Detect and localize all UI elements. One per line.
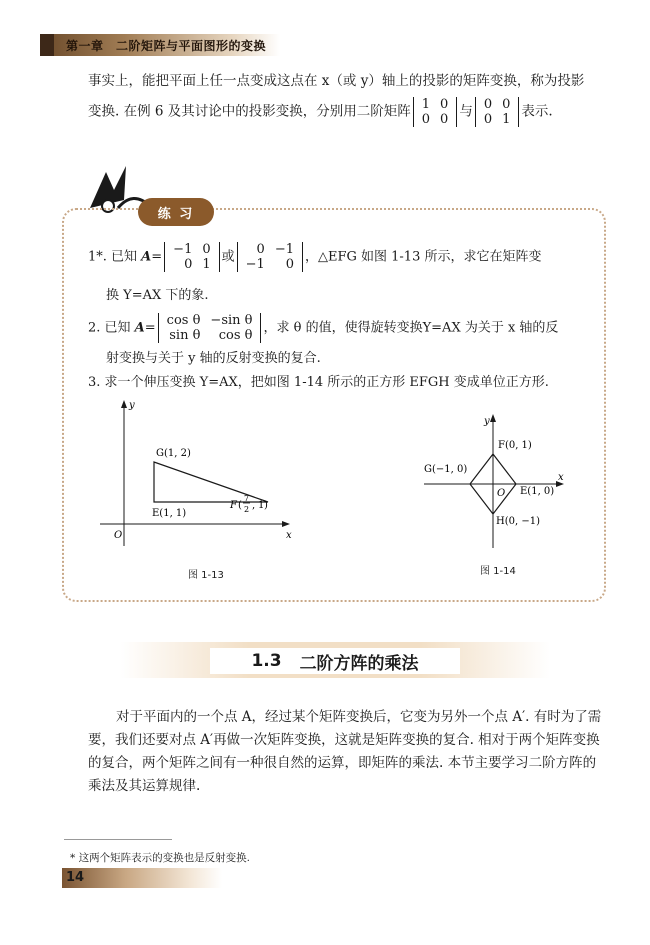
footnote-rule: [64, 839, 172, 840]
svg-text:7: 7: [244, 494, 250, 503]
intro-text-c: 表示.: [521, 103, 553, 120]
section-title: [210, 648, 460, 674]
intro-line-1: 事实上，能把平面上任一点变成这点在 x（或 y）轴上的投影的矩阵变换，称为投影: [88, 73, 585, 89]
footnote: * 这两个矩阵表示的变换也是反射变换.: [70, 852, 250, 864]
exercise-1-cont: 换 Y=AX 下的象.: [106, 288, 209, 303]
section-number: 1.3: [251, 651, 282, 671]
exercise-label: 练 习: [138, 198, 214, 226]
exercise-1: 1*. 已知 A= −1 0 0 1 或 0 −1 −1 0 ，△EFG 如图 1-13 所示，求它在矩阵变: [88, 242, 542, 272]
figure-1-14: [420, 412, 580, 552]
svg-text:O: O: [497, 488, 506, 499]
svg-text:,: ,: [252, 500, 256, 511]
figure-1-14-caption: 图 1-14: [480, 566, 516, 577]
section-body: 对于平面内的一个点 A，经过某个矩阵变换后，它变为另外一个点 A′. 有时为了需要，我们还要对点 A′再做一次矩阵变换，这就是矩阵变换的复合. 相对于两个矩阵变换的复合，两个矩阵之间有一种很自然的运算，即矩阵的乘法. 本节主要学习二阶方阵的乘法及其运算规律.: [88, 709, 602, 794]
svg-text:F: F: [230, 500, 237, 511]
section-heading: 二阶方阵的乘法: [299, 653, 419, 674]
svg-text:y: y: [129, 400, 135, 411]
intro-line-2: [88, 97, 588, 127]
matrix-q1-b: 0 −1 −1 0: [237, 242, 303, 272]
svg-text:2: 2: [244, 505, 250, 514]
svg-text:H(0, −1): H(0, −1): [496, 516, 540, 527]
matrix-q2: cos θ −sin θ sin θ cos θ: [158, 313, 262, 343]
figure-1-13-caption: 图 1-13: [188, 570, 224, 581]
svg-text:): ): [264, 500, 268, 511]
page-number-bar: [62, 868, 222, 888]
matrix-projection-y: 0 0 0 1: [475, 97, 520, 127]
header-mark: [40, 34, 54, 56]
figure-1-13: [96, 398, 306, 558]
matrix-q1-a: −1 0 0 1: [164, 242, 219, 272]
svg-text:F(0, 1): F(0, 1): [498, 440, 532, 451]
svg-text:E(1, 0): E(1, 0): [520, 486, 555, 497]
svg-text:1: 1: [258, 500, 265, 511]
exercise-2-cont: 射变换与关于 y 轴的反射变换的复合.: [106, 351, 321, 366]
svg-text:x: x: [286, 530, 292, 541]
svg-text:(: (: [238, 500, 242, 511]
svg-text:x: x: [558, 472, 564, 483]
chapter-title: 第一章 二阶矩阵与平面图形的变换: [66, 39, 267, 53]
svg-text:O: O: [114, 530, 123, 541]
triangle-efg: [154, 462, 268, 502]
svg-text:E(1, 1): E(1, 1): [152, 508, 187, 519]
intro-text-a: 变换. 在例 6 及其讨论中的投影变换，分别用二阶矩阵: [88, 103, 411, 120]
exercise-2: 2. 已知 A= cos θ −sin θ sin θ cos θ ，求 θ 的值，使得旋转变换Y=AX 为关于 x 轴的反: [88, 313, 559, 343]
intro-text-b: 与: [459, 103, 473, 120]
matrix-projection-x: 1 0 0 0: [413, 97, 458, 127]
svg-text:G(1, 2): G(1, 2): [156, 448, 191, 459]
page-number: 14: [66, 870, 85, 885]
svg-text:y: y: [484, 416, 490, 427]
exercise-3: 3. 求一个伸压变换 Y=AX，把如图 1-14 所示的正方形 EFGH 变成单位正方形.: [88, 375, 549, 390]
svg-text:G(−1, 0): G(−1, 0): [424, 464, 468, 475]
